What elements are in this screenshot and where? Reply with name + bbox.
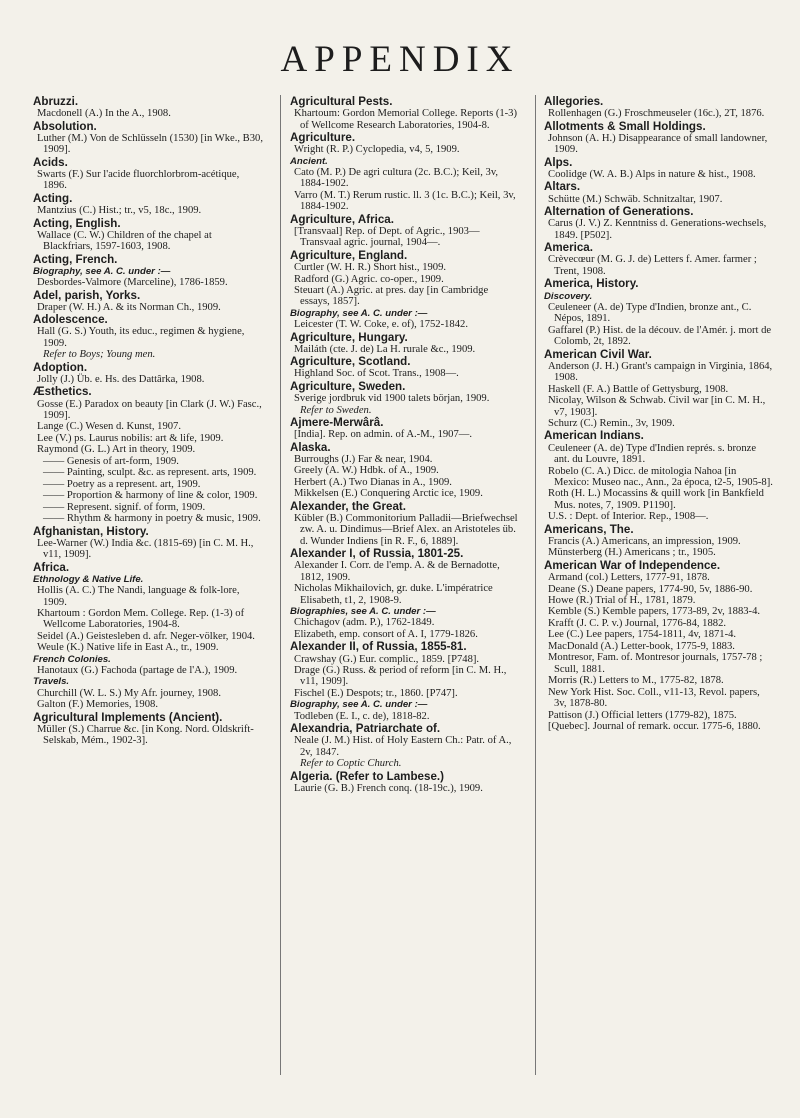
index-entry: New York Hist. Soc. Coll., v11-13, Revol. papers, 3v, 1878-80. bbox=[548, 686, 760, 710]
index-heading: Alexandria, Patriarchate of. bbox=[290, 722, 441, 736]
index-entry: Wallace (C. W.) Children of the chapel at Blackfriars, 1597-1603, 1908. bbox=[37, 229, 212, 253]
index-entry: Weule (K.) Native life in East A., tr., 1909. bbox=[37, 642, 219, 654]
index-subheading: Biographies, see A. C. under :— bbox=[290, 606, 436, 618]
index-subheading: French Colonies. bbox=[33, 653, 111, 665]
index-entry: Luther (M.) Von de Schlüsseln (1530) [in Wke., B30, 1909]. bbox=[37, 132, 263, 156]
index-entry: Nicolay, Wilson & Schwab. Civil war [in C. M. H., v7, 1903]. bbox=[548, 395, 766, 418]
index-heading: Alternation of Generations. bbox=[544, 205, 694, 219]
index-entry: Hollis (A. C.) The Nandi, language & folk-lore, 1909. bbox=[37, 585, 240, 608]
index-entry: Rollenhagen (G.) Froschmeuseler (16c.), 2T, 1876. bbox=[548, 108, 765, 120]
index-cross-reference: Refer to Sweden. bbox=[300, 404, 372, 416]
index-entry: Carus (J. V.) Z. Kenntniss d. Generations-wechsels, 1849. [P502]. bbox=[548, 218, 767, 241]
index-entry: Lee (V.) ps. Laurus nobilis: art & life, 1909. bbox=[37, 432, 224, 444]
index-heading: Alaska. bbox=[290, 440, 331, 454]
index-entry: Kemble (S.) Kemble papers, 1773-89, 2v, 1883-4. bbox=[548, 606, 761, 618]
index-entry: [Quebec]. Journal of remark. occur. 1775-6, 1880. bbox=[548, 721, 761, 733]
index-heading: Acting, French. bbox=[33, 252, 118, 266]
index-entry: Todleben (E. I., c. de), 1818-82. bbox=[294, 710, 430, 722]
column-rule-right bbox=[535, 95, 536, 1075]
index-entry: Steuart (A.) Agric. at pres. day [in Cambridge essays, 1857]. bbox=[294, 285, 489, 308]
index-heading: American War of Independence. bbox=[544, 558, 721, 572]
index-entry: Curtler (W. H. R.) Short hist., 1909. bbox=[294, 262, 447, 274]
index-entry: Galton (F.) Memories, 1908. bbox=[37, 699, 158, 711]
index-entry: Jolly (J.) Üb. e. Hs. des Dattârka, 1908. bbox=[37, 373, 205, 385]
index-entry-continued: —— Genesis of art-form, 1909. bbox=[43, 455, 179, 467]
index-entry-continued: —— Painting, sculpt. &c. as represent. arts, 1909. bbox=[43, 467, 257, 479]
index-subheading: Travels. bbox=[33, 676, 70, 688]
index-heading: Acids. bbox=[33, 155, 68, 169]
index-subheading: Ethnology & Native Life. bbox=[33, 573, 144, 585]
index-entry: Crawshay (G.) Eur. complic., 1859. [P748]. bbox=[294, 653, 480, 665]
index-heading: Allegories. bbox=[544, 95, 604, 108]
index-entry: Haskell (F. A.) Battle of Gettysburg, 1908. bbox=[548, 383, 729, 395]
index-entry: Ceuleneer (A. de) Type d'Indien, bronze ant., C. Népos, 1891. bbox=[548, 301, 752, 325]
column-rule-left bbox=[280, 95, 281, 1075]
index-cross-reference: Refer to Boys; Young men. bbox=[43, 349, 156, 361]
index-heading: Agriculture, Africa. bbox=[290, 212, 394, 226]
index-entry: Draper (W. H.) A. & its Norman Ch., 1909. bbox=[37, 301, 221, 313]
index-entry: Laurie (G. B.) French conq. (18-19c.), 1909. bbox=[294, 782, 483, 794]
index-column-1 bbox=[33, 95, 263, 747]
index-heading: Alexander, the Great. bbox=[290, 499, 406, 513]
index-entry: Neale (J. M.) Hist. of Holy Eastern Ch.: Patr. of A., 2v, 1847. bbox=[294, 735, 512, 758]
index-entry-continued: —— Represent. signif. of form, 1909. bbox=[43, 501, 206, 513]
index-entry: Leicester (T. W. Coke, e. of), 1752-1842. bbox=[294, 319, 468, 331]
index-heading: Abruzzi. bbox=[33, 95, 79, 108]
index-heading: Americans, The. bbox=[544, 522, 634, 536]
index-entry: Lange (C.) Wesen d. Kunst, 1907. bbox=[37, 421, 182, 433]
index-heading: Agriculture, Sweden. bbox=[290, 379, 406, 393]
index-heading: Ajmere-Merwârâ. bbox=[290, 415, 384, 429]
index-column-3 bbox=[544, 95, 774, 732]
index-entry: Highland Soc. of Scot. Trans., 1908—. bbox=[294, 368, 459, 380]
index-entry-continued: —— Rhythm & harmony in poetry & music, 1909. bbox=[43, 513, 261, 525]
index-entry: Swarts (F.) Sur l'acide fluorchlorbrom-acétique, 1896. bbox=[37, 168, 240, 192]
index-entry: Hanotaux (G.) Fachoda (partage de l'A.), 1909. bbox=[37, 665, 238, 676]
index-entry: Churchill (W. L. S.) My Afr. journey, 1908. bbox=[37, 687, 222, 699]
index-heading: Alexander II, of Russia, 1855-81. bbox=[290, 640, 467, 654]
index-subheading: Ancient. bbox=[290, 155, 328, 167]
index-entry: Elizabeth, emp. consort of A. I, 1779-1826. bbox=[294, 628, 478, 640]
index-heading: Alps. bbox=[544, 155, 573, 169]
index-entry: Roth (H. L.) Mocassins & quill work [in Bankfield Mus. notes, 7, 1909. P1190]. bbox=[548, 488, 764, 511]
index-entry: Mailáth (cte. J. de) La H. rurale &c., 1909. bbox=[294, 343, 476, 355]
index-entry: Alexander I. Corr. de l'emp. A. & de Bernadotte, 1812, 1909. bbox=[294, 560, 500, 583]
index-entry: Khartoum : Gordon Mem. College. Rep. (1-3) of Wellcome Laboratories, 1904-8. bbox=[37, 607, 245, 631]
index-entry: Hall (G. S.) Youth, its educ., regimen & hygiene, 1909. bbox=[37, 326, 245, 349]
index-entry: Lee (C.) Lee papers, 1754-1811, 4v, 1871-4. bbox=[548, 629, 737, 641]
index-entry-continued: —— Poetry as a represent. art, 1909. bbox=[43, 478, 201, 490]
index-heading: Altars. bbox=[544, 180, 581, 194]
index-entry: Armand (col.) Letters, 1777-91, 1878. bbox=[548, 572, 710, 584]
index-entry: Fischel (E.) Despots; tr., 1860. [P747]. bbox=[294, 687, 458, 699]
index-entry: Münsterberg (H.) Americans ; tr., 1905. bbox=[548, 547, 716, 559]
index-entry: Krafft (J. C. P. v.) Journal, 1776-84, 1882. bbox=[548, 617, 727, 629]
index-heading: Afghanistan, History. bbox=[33, 524, 149, 538]
index-entry: Varro (M. T.) Rerum rustic. ll. 3 (1c. B.C.); Keil, 3v, 1884-1902. bbox=[294, 189, 516, 213]
index-entry: Gosse (E.) Paradox on beauty [in Clark (J. W.) Fasc., 1909]. bbox=[37, 398, 262, 422]
index-heading: Acting. bbox=[33, 191, 73, 205]
index-entry: Radford (G.) Agric. co-oper., 1909. bbox=[294, 273, 444, 285]
index-entry: Deane (S.) Deane papers, 1774-90, 5v, 1886-90. bbox=[548, 583, 753, 595]
index-entry: [Transvaal] Rep. of Dept. of Agric., 1903—Transvaal agric. journal, 1904—. bbox=[294, 225, 480, 249]
index-heading: Alexander I, of Russia, 1801-25. bbox=[290, 547, 464, 561]
index-heading: Agricultural Implements (Ancient). bbox=[33, 710, 223, 724]
index-subheading: Biography, see A. C. under :— bbox=[33, 265, 171, 277]
index-heading: Adolescence. bbox=[33, 313, 108, 327]
index-entry: Müller (S.) Charrue &c. [in Kong. Nord. Oldskrift-Selskab, Mém., 1902-3]. bbox=[37, 723, 254, 747]
index-entry-continued: —— Proportion & harmony of line & color, 1909. bbox=[43, 490, 258, 502]
index-entry: Mikkelsen (E.) Conquering Arctic ice, 1909. bbox=[294, 488, 483, 500]
index-heading: Agriculture, Scotland. bbox=[290, 355, 411, 369]
index-entry: Greely (A. W.) Hdbk. of A., 1909. bbox=[294, 465, 439, 477]
index-heading: Africa. bbox=[33, 560, 70, 574]
index-heading: Agriculture, England. bbox=[290, 248, 408, 262]
index-entry: Sverige jordbruk vid 1900 talets början, 1909. bbox=[294, 393, 490, 405]
index-heading: Algeria. (Refer to Lambese.) bbox=[290, 769, 444, 783]
index-column-2 bbox=[290, 95, 520, 794]
index-entry: Wright (R. P.) Cyclopedia, v4, 5, 1909. bbox=[294, 144, 460, 156]
index-entry: Desbordes-Valmore (Marceline), 1786-1859. bbox=[37, 277, 228, 289]
index-entry: Gaffarel (P.) Hist. de la découv. de l'Amér. j. mort de Colomb, 2t, 1892. bbox=[548, 324, 772, 348]
index-entry: Seidel (A.) Geistesleben d. afr. Neger-völker, 1904. bbox=[37, 630, 255, 642]
index-subheading: Biography, see A. C. under :— bbox=[290, 307, 428, 319]
index-heading: American Civil War. bbox=[544, 347, 652, 361]
index-entry: Herbert (A.) Two Dianas in A., 1909. bbox=[294, 476, 452, 488]
index-heading: America. bbox=[544, 241, 593, 255]
index-entry: Montresor, Fam. of. Montresor journals, 1757-78 ; Scull, 1881. bbox=[548, 652, 763, 675]
index-entry: Chichagov (adm. P.), 1762-1849. bbox=[294, 617, 435, 629]
index-entry: [India]. Rep. on admin. of A.-M., 1907—. bbox=[294, 429, 473, 441]
page-title: APPENDIX bbox=[280, 39, 520, 80]
index-entry: Schütte (M.) Schwäb. Schnitzaltar, 1907. bbox=[548, 193, 723, 205]
index-heading: America, History. bbox=[544, 277, 639, 291]
index-entry: MacDonald (A.) Letter-book, 1775-9, 1883. bbox=[548, 640, 735, 652]
index-entry: Johnson (A. H.) Disappearance of small landowner, 1909. bbox=[548, 132, 768, 156]
index-entry: Burroughs (J.) Far & near, 1904. bbox=[294, 453, 433, 465]
index-entry: Robelo (C. A.) Dicc. de mitologia Nahoa [in Mexico: Museo nac., Ann., 2a época, t2-5, 1905-8]. bbox=[548, 465, 773, 488]
index-entry: Coolidge (W. A. B.) Alps in nature & hist., 1908. bbox=[548, 168, 756, 180]
index-entry: Drage (G.) Russ. & period of reform [in C. M. H., v11, 1909]. bbox=[294, 665, 507, 688]
index-entry: Anderson (J. H.) Grant's campaign in Virginia, 1864, 1908. bbox=[548, 360, 773, 384]
index-entry: Kübler (B.) Commonitorium Palladii—Briefwechsel zw. A. u. Dindimus—Brief Alex. an Aristoteles üb. d. Wunder Indiens [in R. F., 6, 1889]. bbox=[294, 512, 518, 547]
index-cross-reference: Refer to Coptic Church. bbox=[300, 758, 402, 770]
index-heading: Adoption. bbox=[33, 360, 88, 374]
index-entry: Lee-Warner (W.) India &c. (1815-69) [in C. M. H., v11, 1909]. bbox=[37, 537, 254, 561]
index-entry: Macdonell (A.) In the A., 1908. bbox=[37, 108, 171, 120]
index-entry: Cato (M. P.) De agri cultura (2c. B.C.); Keil, 3v, 1884-1902. bbox=[294, 166, 499, 190]
index-heading: Absolution. bbox=[33, 119, 97, 133]
index-entry: Mantzius (C.) Hist.; tr., v5, 18c., 1909. bbox=[37, 205, 202, 217]
index-heading: American Indians. bbox=[544, 429, 644, 443]
index-subheading: Discovery. bbox=[544, 290, 593, 302]
index-entry: Francis (A.) Americans, an impression, 1909. bbox=[548, 536, 741, 548]
index-entry: Raymond (G. L.) Art in theory, 1909. bbox=[37, 444, 196, 456]
index-entry: Pattison (J.) Official letters (1779-82), 1875. bbox=[548, 709, 737, 721]
index-heading: Agriculture. bbox=[290, 131, 356, 145]
index-entry: Crèvecœur (M. G. J. de) Letters f. Amer. farmer ; Trent, 1908. bbox=[548, 254, 757, 277]
index-entry: Schurz (C.) Remin., 3v, 1909. bbox=[548, 417, 675, 429]
index-entry: Howe (R.) Trial of H., 1781, 1879. bbox=[548, 595, 696, 607]
index-entry: Ceuleneer (A. de) Type d'Indien représ. s. bronze ant. du Louvre, 1891. bbox=[548, 442, 757, 466]
index-entry: Nicholas Mikhailovich, gr. duke. L'impératrice Elisabeth, t1, 2, 1908-9. bbox=[294, 583, 493, 606]
index-heading: Æsthetics. bbox=[33, 385, 92, 399]
index-heading: Agricultural Pests. bbox=[290, 95, 393, 108]
index-heading: Allotments & Small Holdings. bbox=[544, 119, 706, 133]
index-heading: Adel, parish, Yorks. bbox=[33, 288, 141, 302]
index-entry: U.S. : Dept. of Interior. Rep., 1908—. bbox=[548, 511, 709, 523]
index-heading: Agriculture, Hungary. bbox=[290, 330, 408, 344]
index-entry: Morris (R.) Letters to M., 1775-82, 1878. bbox=[548, 675, 724, 687]
index-heading: Acting, English. bbox=[33, 216, 121, 230]
index-entry: Khartoum: Gordon Memorial College. Reports (1-3) of Wellcome Research Laboratories, 1904-8. bbox=[294, 108, 518, 131]
index-subheading: Biography, see A. C. under :— bbox=[290, 699, 428, 711]
